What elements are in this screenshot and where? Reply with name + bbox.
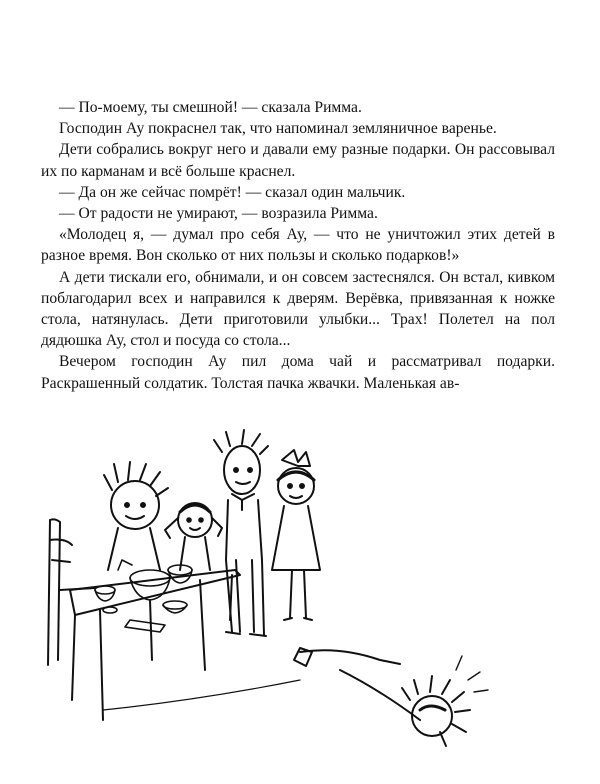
paragraph-7: А дети тискали его, обнимали, и он совсем застеснялся. Он встал, кивком поблагодарил всех и направился к дверям. Верёвка, привязанная к ножке стола, натянулась. Дети приготовили улыбки... Трах! Полетел на пол дядюшка Ау, стол и посуда со стола...: [41, 268, 555, 350]
paragraph-3: Дети собрались вокруг него и давали ему разные подарки. Он рассовывал их по карманам и всё больше краснел.: [41, 141, 555, 180]
fallen-au-drawing: [294, 648, 488, 746]
paragraph-8: Вечером господин Ау пил дома чай и рассматривал подарки. Раскрашенный солдатик. Толстая пачка жвачки. Маленькая ав-: [41, 353, 555, 392]
girl-pigtails-drawing: [165, 503, 222, 570]
tall-boy-drawing: [214, 430, 268, 636]
girl-bow-drawing: [272, 450, 320, 620]
paragraph-6: «Молодец я, — думал про себя Ау, — что не уничтожил этих детей в разное время. Вон сколько от них пользы и сколько подарков!»: [41, 226, 555, 265]
paragraph-1: — По-моему, ты смешной! — сказала Римма.: [59, 99, 362, 116]
dishes-drawing: [95, 560, 192, 632]
illustration: [0, 420, 600, 784]
chair-drawing: [48, 519, 95, 665]
story-text: [41, 97, 555, 394]
paragraph-2: Господин Ау покраснел так, что напоминал земляничное варенье.: [59, 120, 497, 138]
paragraph-5: — От радости не умирают, — возразила Римма.: [59, 205, 378, 223]
paragraph-4: — Да он же сейчас помрёт! — сказал один мальчик.: [59, 183, 406, 201]
rope-line: [103, 680, 300, 710]
boy-left-drawing: [104, 462, 168, 570]
